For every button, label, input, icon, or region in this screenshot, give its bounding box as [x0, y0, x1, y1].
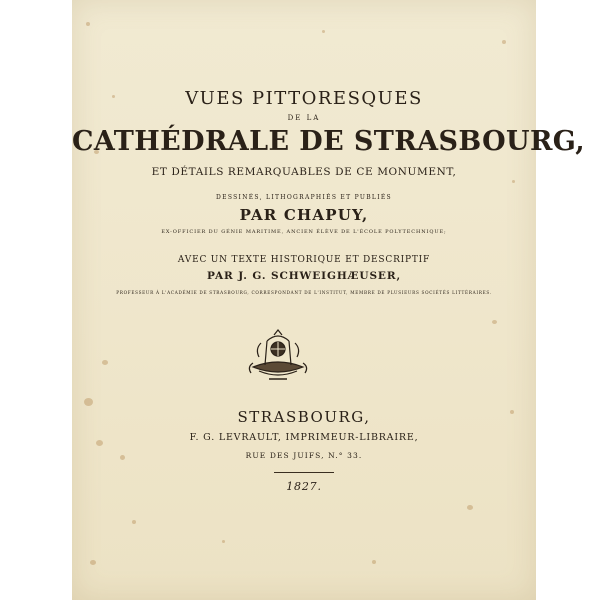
author-schweighaeuser-credentials: PROFESSEUR À L'ACADÉMIE DE STRASBOURG, CORRESPONDANT DE L'INSTITUT, MEMBRE DE PLUSIEURS SOCIÉTÉS LITTÉRAIRES. [116, 290, 492, 295]
title-page [72, 0, 586, 600]
author-schweighaeuser: PAR J. G. SCHWEIGHÆUSER, [206, 270, 402, 282]
foxing-spot [86, 22, 90, 26]
subtitle-details: ET DÉTAILS REMARQUABLES DE CE MONUMENT, [151, 166, 457, 178]
text-credit: AVEC UN TEXTE HISTORIQUE ET DESCRIPTIF [177, 255, 431, 265]
imprint-city: STRASBOURG, [237, 408, 371, 426]
foxing-spot [84, 398, 93, 406]
credit-dessines: DESSINÉS, LITHOGRAPHIÉS ET PUBLIÉS [216, 194, 392, 201]
imprint-address: RUE DES JUIFS, N.° 33. [245, 451, 363, 460]
author-chapuy-credentials: EX-OFFICIER DU GÉNIE MARITIME, ANCIEN ÉLÈVE DE L'ÉCOLE POLYTECHNIQUE; [161, 229, 447, 235]
foxing-spot [372, 560, 376, 564]
imprint-printer: F. G. LEVRAULT, IMPRIMEUR-LIBRAIRE, [189, 432, 419, 443]
foxing-spot [512, 180, 515, 183]
divider-rule [274, 472, 334, 473]
foxing-spot [90, 560, 96, 565]
title-line-vues: VUES PITTORESQUES [185, 88, 423, 109]
author-chapuy: PAR CHAPUY, [239, 206, 369, 224]
foxing-spot [492, 320, 497, 324]
foxing-spot [467, 505, 473, 510]
foxing-spot [322, 30, 325, 33]
printer-device-icon [245, 327, 311, 385]
main-title: CATHÉDRALE DE STRASBOURG, [72, 126, 586, 157]
foxing-spot [502, 40, 506, 44]
foxing-spot [132, 520, 136, 524]
title-line-de-la: DE LA [287, 114, 321, 122]
publication-year: 1827. [286, 480, 322, 493]
foxing-spot [222, 540, 225, 543]
foxing-spot [102, 360, 108, 365]
